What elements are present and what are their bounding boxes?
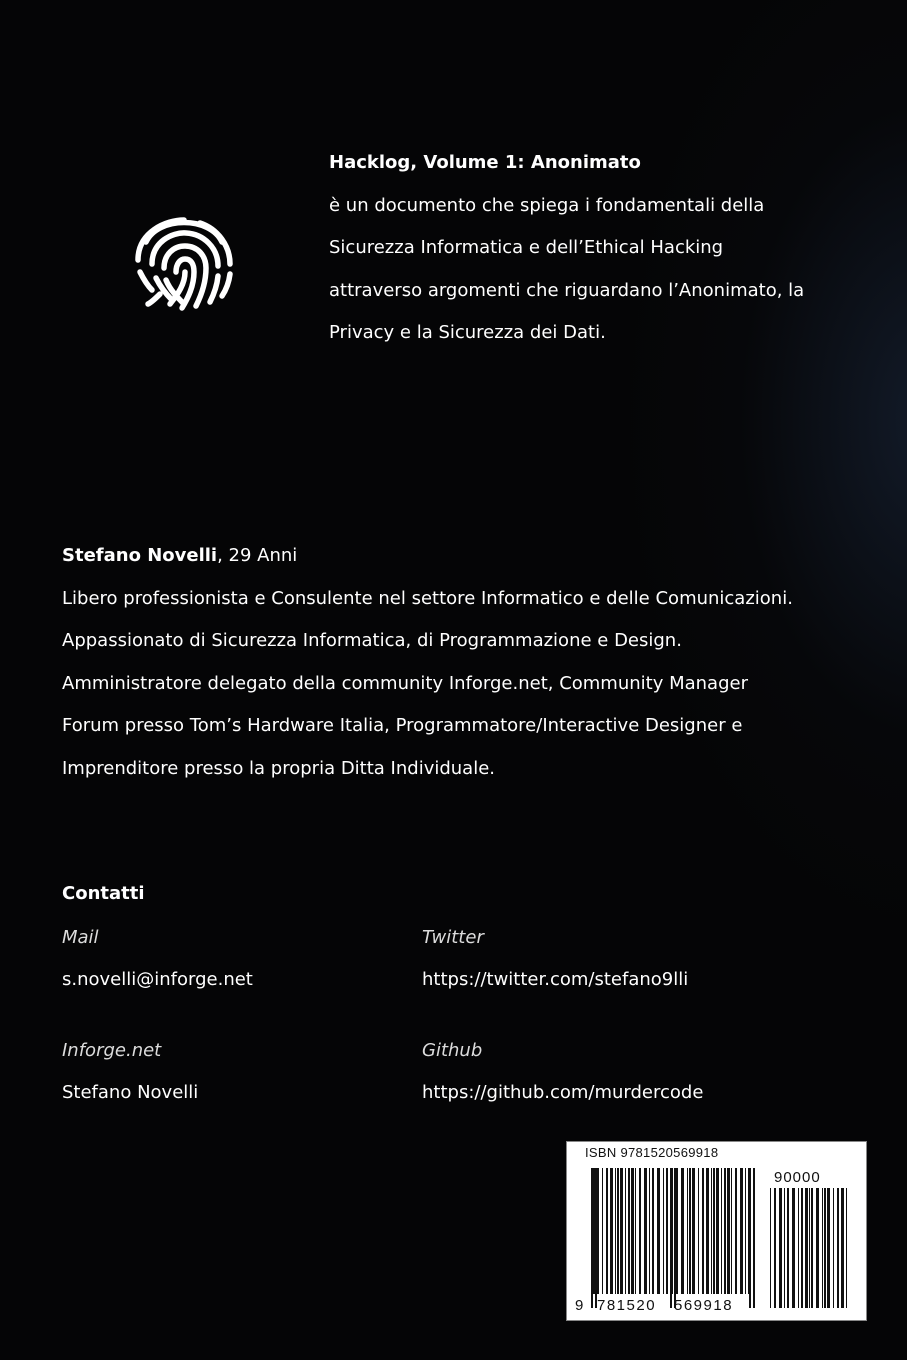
barcode-bar [716,1168,719,1294]
barcode-bar [593,1168,595,1294]
barcode-bar [681,1168,684,1294]
isbn-label: ISBN 9781520569918 [585,1145,719,1160]
bio-line: Forum presso Tom’s Hardware Italia, Programmatore/Interactive Designer e [62,715,743,736]
barcode-bar [724,1168,726,1294]
barcode-bar [666,1168,668,1294]
barcode-bar [625,1168,626,1294]
barcode-bar [606,1168,608,1294]
barcode-bar [774,1188,776,1308]
barcode-bar [809,1188,810,1308]
barcode-bar [745,1168,746,1294]
barcode-bar [698,1168,699,1294]
author-name: Stefano Novelli [62,545,218,566]
synopsis-line: attraverso argomenti che riguardano l’Anonimato, la [329,279,805,301]
author-heading [62,535,872,578]
contact-inforge [62,1035,198,1109]
barcode-bar [721,1168,722,1294]
barcode-bar [649,1168,650,1294]
barcode-bar [841,1188,844,1308]
barcode-bar [711,1168,712,1294]
barcode-bar [702,1168,704,1294]
barcode-bar [610,1168,613,1294]
contact-twitter-value: https://twitter.com/stefano9lli [422,969,689,990]
barcode-guard-bar [674,1168,676,1308]
contacts-heading: Contatti [62,883,145,904]
barcode-bar [628,1168,630,1294]
synopsis-line: Sicurezza Informatica e dell’Ethical Hacking [329,237,724,259]
barcode-bar [644,1168,647,1294]
barcode-bar [727,1168,730,1294]
barcode-bar [617,1168,619,1294]
bio-line: Appassionato di Sicurezza Informatica, di Programmazione e Design. [62,630,682,651]
barcode-guard-bar [595,1168,597,1308]
barcode-bar [822,1188,823,1308]
barcode-bar [692,1168,695,1294]
contact-mail [62,922,253,996]
barcode-bar [663,1168,664,1294]
barcode-bar [706,1168,709,1294]
fingerprint-icon [126,202,242,318]
barcode-bar [639,1168,641,1294]
contact-label: Github [422,1040,483,1061]
barcode-bar [652,1168,654,1294]
barcode-bar [801,1188,803,1308]
contact-twitter [422,922,688,996]
barcode-bar [792,1188,795,1308]
barcode-bar [689,1168,691,1294]
barcode-bar [846,1188,847,1308]
barcode-bar [631,1168,634,1294]
barcode-bar [770,1188,771,1308]
barcode-bar [602,1168,603,1294]
author-age: , 29 Anni [217,545,298,566]
contact-github [422,1035,703,1109]
barcode-bar [798,1188,799,1308]
barcode-bar [805,1188,808,1308]
contact-inforge-value: Stefano Novelli [62,1082,199,1103]
barcode-bar [635,1168,636,1294]
barcode-bar [824,1188,826,1308]
barcode-bar [615,1168,616,1294]
synopsis-line: Privacy e la Sicurezza dei Dati. [329,322,606,344]
bio-line: Libero professionista e Consulente nel settore Informatico e delle Comunicazioni. [62,587,793,609]
barcode-bar [837,1188,839,1308]
book-title: Hacklog, Volume 1: Anonimato [329,152,641,173]
contact-mail-value: s.novelli@inforge.net [62,969,253,990]
barcode-bar [833,1188,834,1308]
synopsis [329,142,869,355]
barcode-bar [620,1168,623,1294]
barcode-digits-left: 781520 [597,1297,657,1314]
contact-github-value: https://github.com/murdercode [422,1082,704,1103]
barcode-bar [687,1168,688,1294]
barcode-guard-bar [591,1168,593,1308]
bio-line: Imprenditore presso la propria Ditta Individuale. [62,757,496,779]
barcode-bar [735,1168,737,1294]
barcode-bar [784,1188,785,1308]
barcode-bar [740,1168,743,1294]
barcode-guard-bar [753,1168,755,1308]
barcode-bar [816,1188,819,1308]
barcode-digit-first: 9 [575,1297,585,1314]
barcode-bar [811,1188,813,1308]
barcode-bar [657,1168,660,1294]
barcode-bar [731,1168,732,1294]
isbn-barcode [566,1141,867,1321]
barcode-bars [567,1142,868,1322]
barcode-bar [827,1188,830,1308]
contact-label: Inforge.net [62,1040,162,1061]
barcode-bar [676,1168,678,1294]
barcode-digits-right: 569918 [674,1297,734,1314]
bio-line: Amministratore delegato della community Inforge.net, Community Manager [62,672,748,694]
author-bio [62,535,872,790]
barcode-bar [779,1188,782,1308]
barcode-bar [713,1168,715,1294]
barcode-bar [787,1188,789,1308]
contact-label: Mail [62,927,99,948]
contact-label: Twitter [422,927,484,948]
barcode-guard-bar [749,1168,751,1308]
barcode-guard-bar [670,1168,672,1308]
price-code: 90000 [774,1169,821,1186]
synopsis-line: è un documento che spiega i fondamentali della [329,194,765,216]
